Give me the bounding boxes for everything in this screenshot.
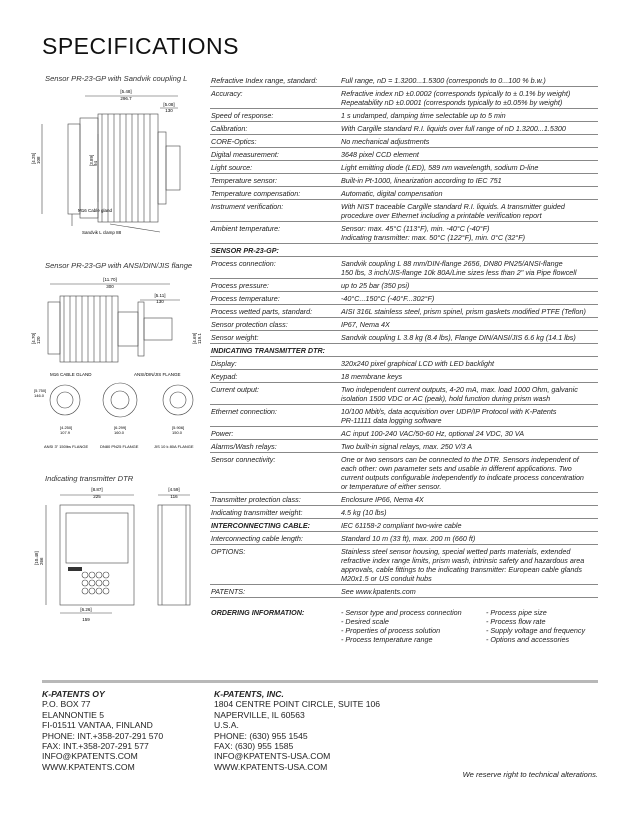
spec-value	[341, 148, 598, 160]
spec-label: Transmitter protection class:	[211, 494, 301, 504]
svg-text:[11.70]: [11.70]	[103, 277, 117, 282]
spec-value	[341, 200, 598, 221]
spec-row	[210, 370, 598, 383]
spec-label: Current output:	[211, 384, 259, 394]
address-line: INFO@KPATENTS-USA.COM	[214, 751, 331, 762]
ordering-item: - Properties of process solution	[341, 626, 441, 635]
svg-text:M16 Cable gland: M16 Cable gland	[78, 208, 113, 213]
spec-value	[341, 174, 598, 186]
svg-text:[8.87]: [8.87]	[91, 487, 103, 492]
spec-row	[210, 292, 598, 305]
spec-value	[341, 187, 598, 199]
spec-value	[341, 519, 598, 531]
svg-text:120: 120	[36, 336, 41, 344]
spec-row	[210, 493, 598, 506]
ordering-information	[210, 608, 598, 644]
spec-row	[210, 585, 598, 598]
svg-text:[5.08]: [5.08]	[163, 102, 175, 107]
spec-value-line: each other: own parameter sets and usable in different applications. Two	[341, 463, 572, 473]
spec-value-line: Two built-in signal relays, max. 250 V/3 A	[341, 441, 473, 451]
address-line: 1804 CENTRE POINT CIRCLE, SUITE 106	[214, 699, 381, 710]
address-line: U.S.A.	[214, 720, 239, 731]
svg-text:[5.906]: [5.906]	[172, 425, 185, 430]
spec-value-line: 320x240 pixel graphical LCD with LED backlight	[341, 358, 495, 368]
spec-label: CORE-Optics:	[211, 136, 257, 146]
spec-value-line: One or two sensors can be connected to the DTR. Sensors independent of	[341, 454, 579, 464]
spec-value-line: 18 membrane keys	[341, 371, 403, 381]
spec-label: Refractive Index range, standard:	[211, 75, 318, 85]
svg-text:ANSI 3" 150lbs FLANGE: ANSI 3" 150lbs FLANGE	[44, 444, 89, 449]
spec-label: Power:	[211, 428, 234, 438]
spec-row	[210, 440, 598, 453]
spec-row	[210, 87, 598, 109]
spec-value	[341, 453, 598, 492]
svg-text:108: 108	[36, 156, 41, 164]
spec-value	[341, 370, 598, 382]
ordering-item: - Desired scale	[341, 617, 389, 626]
spec-label: Digital measurement:	[211, 149, 279, 159]
svg-text:160.0: 160.0	[114, 430, 125, 435]
ordering-item: - Supply voltage and frequency	[486, 626, 586, 635]
spec-value-line: isolation 1500 VDC or AC (peak), hold function during prism wash	[341, 393, 551, 403]
spec-value-line: With NIST traceable Cargille standard R.I. liquids. A transmitter guided	[341, 201, 565, 211]
spec-value	[341, 292, 598, 304]
spec-label: OPTIONS:	[211, 546, 246, 556]
spec-value	[341, 222, 598, 243]
spec-value-line: Full range, nD = 1.3200...1.5300 (corresponds to 0...100 % b.w.)	[341, 75, 546, 85]
spec-value-line: IP67, Nema 4X	[341, 319, 390, 329]
spec-value-line: current outputs configurable independently to indicate process concentration	[341, 472, 584, 482]
address-line: ELANNONTIE 5	[42, 709, 105, 720]
spec-row	[210, 257, 598, 279]
spec-row	[210, 122, 598, 135]
spec-label: SENSOR PR-23-GP:	[211, 245, 279, 255]
spec-value	[341, 506, 598, 518]
spec-label: Process temperature:	[211, 293, 280, 303]
company-name: K-PATENTS OY	[42, 689, 105, 699]
spec-row	[210, 318, 598, 331]
spec-value	[341, 427, 598, 439]
spec-row	[210, 357, 598, 370]
address-line: WWW.KPATENTS-USA.COM	[214, 761, 328, 772]
spec-value-line: Light emitting diode (LED), 589 nm wavelength, sodium D-line	[341, 162, 539, 172]
spec-value	[341, 122, 598, 134]
spec-value-line: 10/100 Mbit/s, data acquisition over UDP/IP Protocol with K-Patents	[341, 406, 557, 416]
spec-value-line: Stainless steel sensor housing, special wetted parts materials, extended	[341, 546, 571, 556]
ordering-item: - Process temperature range	[341, 635, 433, 644]
spec-value-line: PR-11111 data logging software	[341, 415, 442, 425]
ordering-item: - Process flow rate	[486, 617, 546, 626]
ordering-item: - Sensor type and process connection	[341, 608, 462, 617]
spec-value-line: 3648 pixel CCD element	[341, 149, 419, 159]
spec-row	[210, 279, 598, 292]
svg-text:[4.250]: [4.250]	[60, 425, 73, 430]
spec-value-line: approvals, cable fittings to the indicating transmitter: European cable glands	[341, 564, 582, 574]
sensor-l-drawing	[30, 84, 205, 244]
spec-row	[210, 305, 598, 318]
spec-value-line: M20x1.5 or US conduit hubs	[341, 573, 432, 583]
spec-value-line: Sensor: max. 45°C (113°F), min. -40°C (-40°F)	[341, 223, 490, 233]
spec-value-line: 1 s undamped, damping time selectable up to 5 min	[341, 110, 506, 120]
spec-row	[210, 519, 598, 532]
spec-value	[341, 357, 598, 369]
spec-value-line: Refractive index nD ±0.0002 (corresponds typically to ± 0.1% by weight)	[341, 88, 571, 98]
spec-value-line: 4.5 kg (10 lbs)	[341, 507, 387, 517]
footer-divider	[42, 680, 598, 683]
spec-row	[210, 74, 598, 87]
caption-sensor-flange: Sensor PR-23-GP with ANSI/DIN/JIS flange	[45, 261, 193, 270]
svg-text:296.7: 296.7	[120, 96, 132, 101]
caption-sensor-l: Sensor PR-23-GP with Sandvik coupling L	[45, 74, 188, 83]
spec-value-line: -40°C...150°C (-40°F...302°F)	[341, 293, 435, 303]
svg-text:[4.70]: [4.70]	[31, 332, 36, 344]
spec-value-line: Standard 10 m (33 ft), max. 200 m (660 ft)	[341, 533, 476, 543]
spec-row	[210, 331, 598, 344]
transmitter-drawing	[30, 485, 210, 625]
address-line: P.O. BOX 77	[42, 699, 91, 710]
svg-text:ANSI/DIN/JIS FLANGE: ANSI/DIN/JIS FLANGE	[134, 372, 181, 377]
spec-value-line: Repeatability nD ±0.0001 (corresponds typically to ±0.05% by weight)	[341, 97, 563, 107]
address-usa	[214, 689, 380, 772]
spec-value-line: refractive index range limits, prism wash, intrinsic safety and hazardous area	[341, 555, 585, 565]
spec-value	[341, 87, 598, 108]
spec-value-line: Indicating transmitter: max. 50°C (122°F), min. 0°C (32°F)	[341, 232, 526, 242]
spec-value	[341, 545, 598, 584]
svg-text:266: 266	[39, 557, 44, 565]
spec-label: Temperature compensation:	[211, 188, 301, 198]
spec-label: Sensor connectivity:	[211, 454, 276, 464]
spec-section-heading	[210, 244, 598, 257]
spec-value	[341, 493, 598, 505]
spec-row	[210, 109, 598, 122]
spec-value	[341, 161, 598, 173]
address-line: FAX: INT.+358-207-291 577	[42, 741, 149, 752]
spec-value	[341, 74, 598, 86]
svg-text:[5.750]: [5.750]	[34, 388, 47, 393]
spec-label: Keypad:	[211, 371, 238, 381]
spec-value-line: No mechanical adjustments	[341, 136, 430, 146]
spec-value-line: Enclosure IP66, Nema 4X	[341, 494, 424, 504]
sensor-flange-drawing	[30, 272, 210, 462]
spec-label: Ambient temperature:	[211, 223, 281, 233]
spec-value	[341, 318, 598, 330]
spec-value	[341, 109, 598, 121]
spec-row	[210, 174, 598, 187]
spec-value	[341, 331, 598, 343]
spec-label: Process pressure:	[211, 280, 269, 290]
spec-value-line: AC input 100-240 VAC/50-60 Hz, optional 24 VDC, 30 VA	[341, 428, 524, 438]
spec-value-line: AISI 316L stainless steel, prism spinel, prism gaskets modified PTFE (Teflon)	[341, 306, 586, 316]
footer-note: We reserve right to technical alterations.	[462, 770, 598, 779]
svg-text:94: 94	[93, 160, 98, 166]
spec-value-line: Sandvik coupling L 88 mm/DIN-flange 2656, DN80 PN25/ANSI-flange	[341, 258, 563, 268]
address-line: PHONE: (630) 955 1545	[214, 730, 308, 741]
spec-row	[210, 383, 598, 405]
company-name: K-PATENTS, INC.	[214, 689, 284, 699]
ordering-list	[486, 608, 585, 644]
address-line: PHONE: INT.+358-207-291 570	[42, 730, 164, 741]
ordering-item: - Process pipe size	[486, 608, 547, 617]
svg-text:225: 225	[93, 494, 101, 499]
spec-row	[210, 506, 598, 519]
address-line: FAX: (630) 955 1585	[214, 741, 294, 752]
svg-text:[3.89]: [3.89]	[89, 154, 94, 166]
svg-text:107.9: 107.9	[60, 430, 71, 435]
ordering-list	[341, 608, 486, 644]
spec-label: Instrument verification:	[211, 201, 284, 211]
spec-row	[210, 532, 598, 545]
spec-label: Interconnecting cable length:	[211, 533, 303, 543]
spec-label: Indicating transmitter weight:	[211, 507, 303, 517]
spec-value-line: 150 lbs, 3 inch/JIS-flange 10k 80A/Line sizes less than 2" via Pipe flowcell	[341, 267, 577, 277]
svg-text:150.0: 150.0	[172, 430, 183, 435]
spec-label: INDICATING TRANSMITTER DTR:	[211, 345, 326, 355]
address-line: NAPERVILLE, IL 60563	[214, 709, 305, 720]
spec-label: Sensor weight:	[211, 332, 259, 342]
spec-value	[341, 585, 598, 597]
spec-value	[341, 383, 598, 404]
spec-label: Ethernet connection:	[211, 406, 277, 416]
spec-row	[210, 545, 598, 585]
svg-text:Sandvik L clamp 88: Sandvik L clamp 88	[82, 230, 122, 235]
svg-text:146.0: 146.0	[34, 393, 45, 398]
ordering-label: ORDERING INFORMATION:	[211, 608, 305, 617]
spec-row	[210, 405, 598, 427]
spec-label: Process wetted parts, standard:	[211, 306, 313, 316]
svg-text:130: 130	[156, 299, 164, 304]
spec-value-line: Sandvik coupling L 3.8 kg (8.4 lbs), Flange DIN/ANSI/JIS 6.6 kg (14.1 lbs)	[341, 332, 576, 342]
spec-row	[210, 427, 598, 440]
spec-label: INTERCONNECTING CABLE:	[211, 520, 311, 530]
spec-row	[210, 222, 598, 244]
spec-value	[341, 135, 598, 147]
spec-section-heading	[210, 344, 598, 357]
svg-text:[4.69]: [4.69]	[192, 332, 197, 344]
spec-value-line: procedure over Ethernet including a printable verification report	[341, 210, 542, 220]
svg-text:[5.48]: [5.48]	[120, 89, 132, 94]
spec-label: PATENTS:	[211, 586, 246, 596]
spec-value	[341, 257, 598, 278]
page-title: SPECIFICATIONS	[42, 33, 239, 59]
svg-text:[10.48]: [10.48]	[34, 551, 39, 565]
spec-label: Display:	[211, 358, 237, 368]
svg-text:M16 CABLE GLAND: M16 CABLE GLAND	[50, 372, 92, 377]
spec-value	[341, 532, 598, 544]
caption-transmitter: Indicating transmitter DTR	[45, 474, 134, 483]
spec-label: Accuracy:	[211, 88, 243, 98]
spec-row	[210, 135, 598, 148]
spec-value	[341, 405, 598, 426]
spec-label: Temperature sensor:	[211, 175, 278, 185]
spec-value-line: IEC 61158-2 compliant two-wire cable	[341, 520, 462, 530]
svg-text:[6.299]: [6.299]	[114, 425, 127, 430]
spec-row	[210, 187, 598, 200]
spec-label: Light source:	[211, 162, 253, 172]
spec-value-line: With Cargille standard R.I. liquids over full range of nD 1.3200...1.5300	[341, 123, 566, 133]
svg-text:130: 130	[165, 108, 173, 113]
spec-row	[210, 161, 598, 174]
ordering-item: - Options and accessories	[486, 635, 570, 644]
spec-value-line: Built-in Pt-1000, linearization according to IEC 751	[341, 175, 502, 185]
address-line: WWW.KPATENTS.COM	[42, 761, 135, 772]
spec-label: Speed of response:	[211, 110, 274, 120]
spec-value	[341, 440, 598, 452]
spec-row	[210, 200, 598, 222]
spec-value	[341, 305, 598, 317]
svg-text:[4.59]: [4.59]	[168, 487, 180, 492]
svg-text:119.1: 119.1	[197, 333, 202, 344]
spec-value-line: up to 25 bar (350 psi)	[341, 280, 410, 290]
spec-value-line: Automatic, digital compensation	[341, 188, 443, 198]
svg-text:116: 116	[170, 494, 178, 499]
spec-value-line: or temperature of either sensor.	[341, 481, 442, 491]
spec-label: Process connection:	[211, 258, 276, 268]
svg-text:[5.11]: [5.11]	[154, 293, 166, 298]
address-line: FI-01511 VANTAA, FINLAND	[42, 720, 153, 731]
svg-text:159: 159	[82, 617, 90, 622]
spec-table	[210, 74, 598, 644]
svg-text:JIS 10 k 80A FLANGE: JIS 10 k 80A FLANGE	[154, 444, 194, 449]
svg-text:300: 300	[106, 284, 114, 289]
spec-label: Sensor protection class:	[211, 319, 288, 329]
spec-row	[210, 148, 598, 161]
svg-text:[6.26]: [6.26]	[80, 607, 92, 612]
svg-text:DN80 PN25 FLANGE: DN80 PN25 FLANGE	[100, 444, 139, 449]
spec-value	[341, 279, 598, 291]
spec-row	[210, 453, 598, 493]
spec-value-line: See www.kpatents.com	[341, 586, 416, 596]
svg-text:[4.25]: [4.25]	[31, 152, 36, 164]
address-finland	[42, 689, 163, 772]
spec-label: Alarms/Wash relays:	[211, 441, 277, 451]
address-line: INFO@KPATENTS.COM	[42, 751, 138, 762]
spec-label: Calibration:	[211, 123, 248, 133]
spec-value-line: Two independent current outputs, 4-20 mA, max. load 1000 Ohm, galvanic	[341, 384, 578, 394]
